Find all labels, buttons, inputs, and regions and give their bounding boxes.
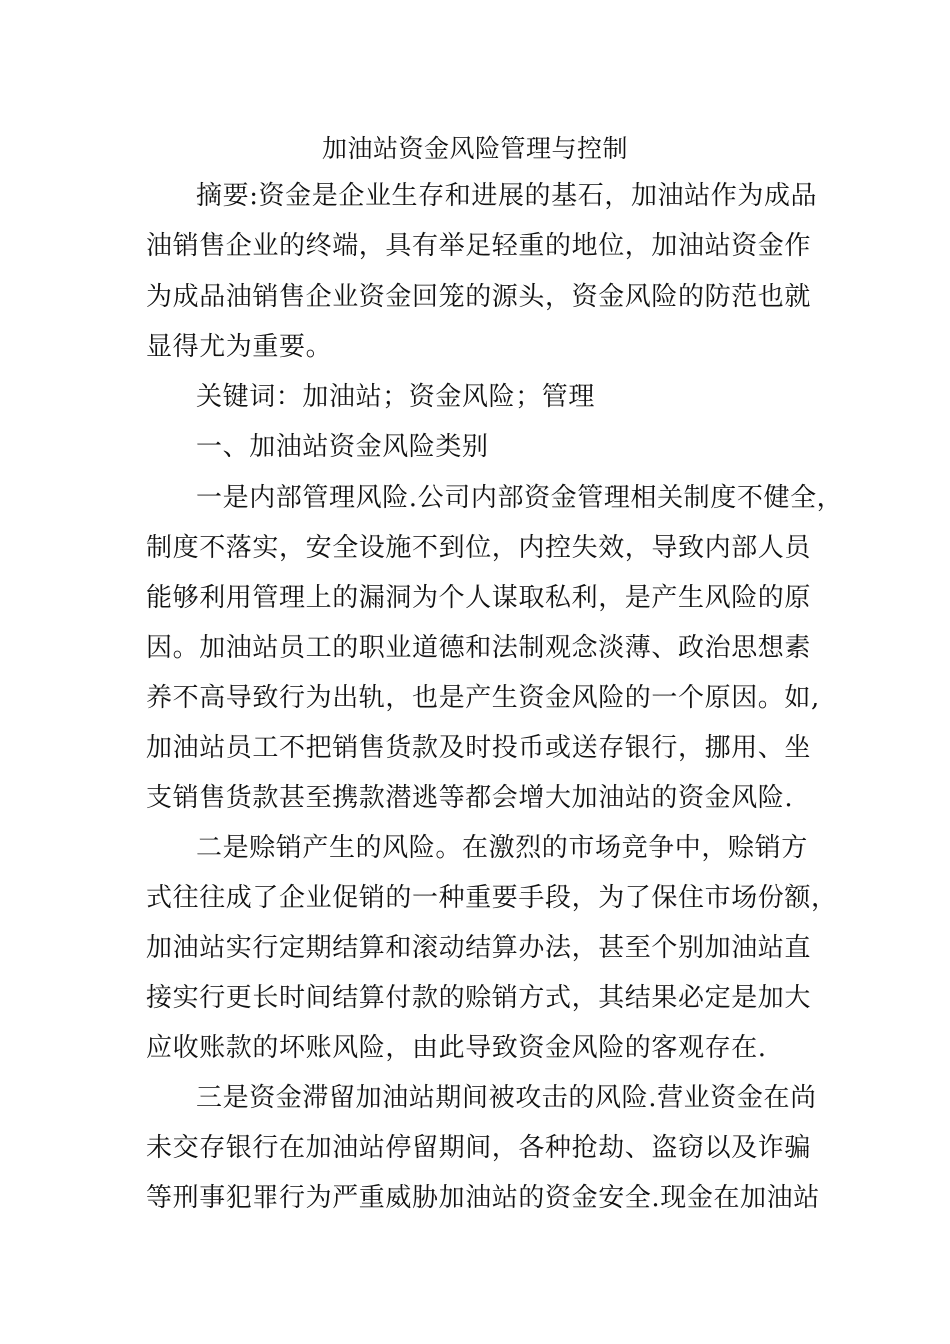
paragraph-1-line-2: 制度不落实，安全设施不到位，内控失效，导致内部人员 [146, 533, 812, 563]
paragraph-1-line-4: 因。加油站员工的职业道德和法制观念淡薄、政治思想素 [146, 633, 812, 663]
abstract-line-1: 摘要:资金是企业生存和进展的基石，加油站作为成品 [196, 181, 818, 211]
document-title: 加油站资金风险管理与控制 [321, 134, 628, 163]
paragraph-1-line-1: 一是内部管理风险.公司内部资金管理相关制度不健全， [196, 483, 844, 513]
paragraph-1-line-3: 能够利用管理上的漏洞为个人谋取私利，是产生风险的原 [146, 583, 812, 613]
paragraph-2-line-4: 接实行更长时间结算付款的赊销方式，其结果必定是加大 [146, 983, 812, 1013]
paragraph-3-line-2: 未交存银行在加油站停留期间，各种抢劫、盗窃以及诈骗 [146, 1133, 812, 1163]
abstract-line-2: 油销售企业的终端，具有举足轻重的地位，加油站资金作 [146, 231, 812, 261]
section-heading: 一、加油站资金风险类别 [196, 432, 489, 462]
paragraph-3-line-3: 等刑事犯罪行为严重威胁加油站的资金安全.现金在加油站 [146, 1183, 820, 1213]
paragraph-2-line-2: 式往往成了企业促销的一种重要手段，为了保住市场份额， [146, 883, 838, 913]
paragraph-2-line-3: 加油站实行定期结算和滚动结算办法，甚至个别加油站直 [146, 933, 812, 963]
paragraph-1-line-6: 加油站员工不把销售货款及时投币或送存银行，挪用、坐 [146, 733, 812, 763]
paragraph-2-line-5: 应收账款的坏账风险，由此导致资金风险的客观存在. [146, 1033, 767, 1063]
paragraph-1-line-5: 养不高导致行为出轨，也是产生资金风险的一个原因。如, [146, 683, 820, 713]
abstract-line-3: 为成品油销售企业资金回笼的源头，资金风险的防范也就 [146, 282, 812, 312]
paragraph-3-line-1: 三是资金滞留加油站期间被攻击的风险.营业资金在尚 [196, 1083, 817, 1113]
paragraph-2-line-1: 二是赊销产生的风险。在激烈的市场竞争中，赊销方 [196, 833, 808, 863]
paragraph-1-line-7: 支销售货款甚至携款潜逃等都会增大加油站的资金风险. [146, 783, 794, 813]
abstract-line-4: 显得尤为重要。 [146, 332, 333, 362]
keywords-line: 关键词：加油站；资金风险；管理 [196, 382, 596, 412]
